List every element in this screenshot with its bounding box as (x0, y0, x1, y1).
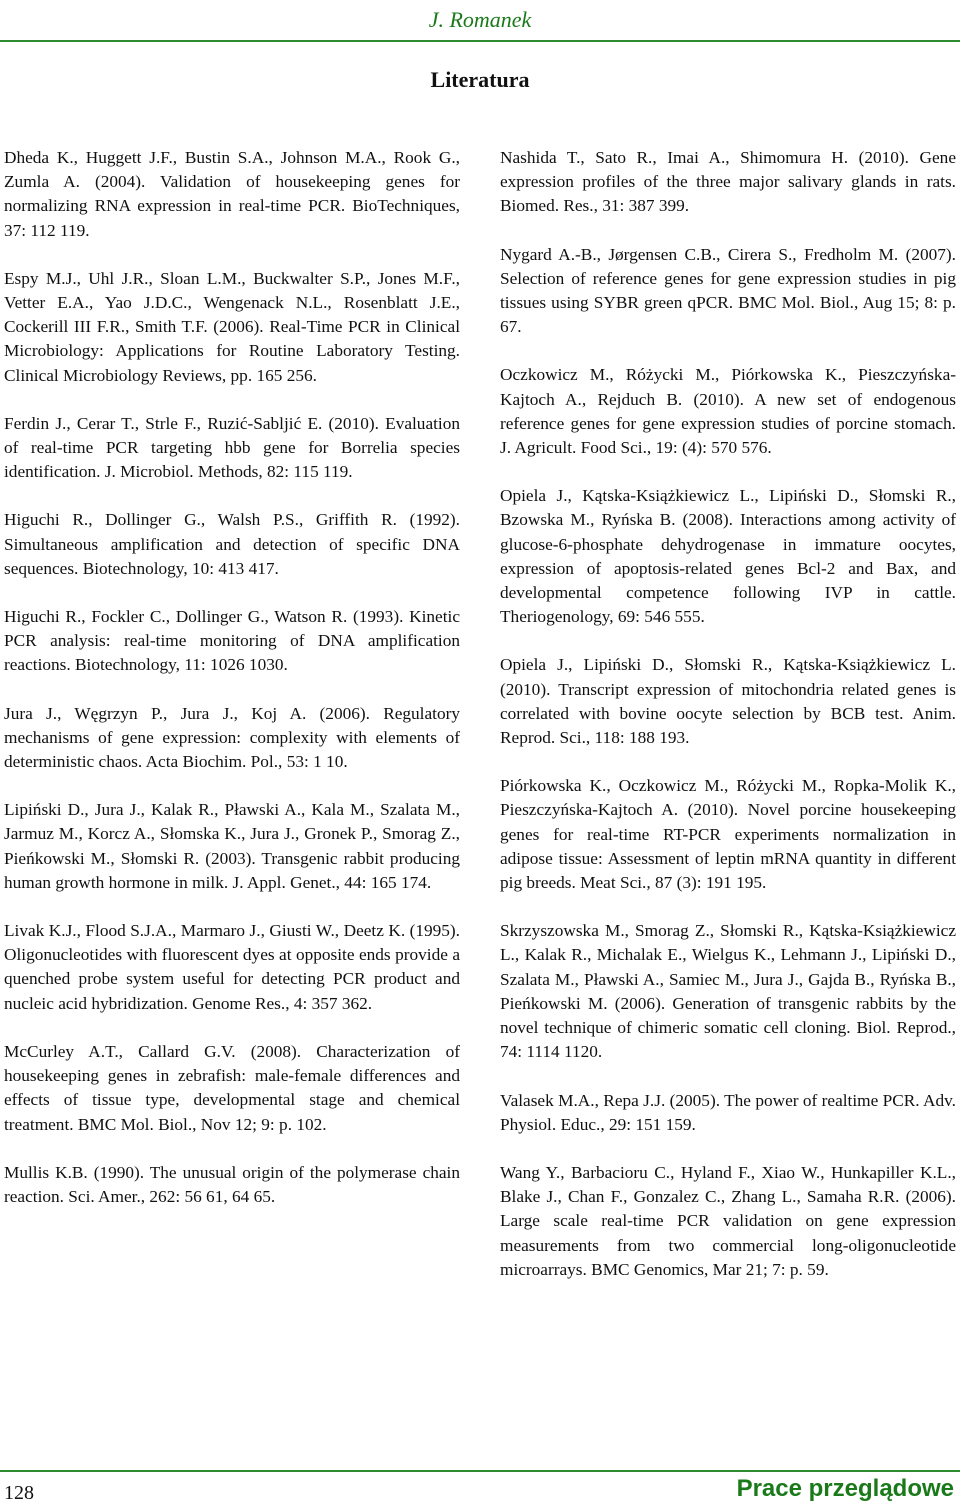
reference-entry: Higuchi R., Dollinger G., Walsh P.S., Griffith R. (1992). Simultaneous amplification and detection of specific DNA sequences. Biotechnology, 10: 413 417. (4, 510, 460, 578)
running-head: J. Romanek (428, 7, 532, 32)
reference-entry: Nashida T., Sato R., Imai A., Shimomura H. (2010). Gene expression profiles of the three major salivary glands in rats. Biomed. Res., 31: 387 399. (500, 148, 956, 216)
footer-section-label: Prace przeglądowe (736, 1475, 954, 1502)
reference-entry: Livak K.J., Flood S.J.A., Marmaro J., Giusti W., Deetz K. (1995). Oligonucleotides with fluorescent dyes at opposite ends provide a quenched probe system useful for detecting PCR product and nucleic acid hybridization. Genome Res., 4: 357 362. (4, 921, 460, 1013)
reference-entry: Nygard A.-B., Jørgensen C.B., Cirera S., Fredholm M. (2007). Selection of reference genes for gene expression studies in pig tissues using SYBR green qPCR. BMC Mol. Biol., Aug 15; 8: p. 67. (500, 244, 956, 337)
reference-entry: Jura J., Węgrzyn P., Jura J., Koj A. (2006). Regulatory mechanisms of gene expression: complexity with elements of deterministic chaos. Acta Biochim. Pol., 53: 1 10. (4, 703, 460, 772)
reference-column-left (4, 146, 460, 1233)
header-rule (0, 40, 960, 42)
reference-entry: Oczkowicz M., Różycki M., Piórkowska K., Pieszczyńska-Kajtoch A., Rejduch B. (2010). A new set of endogenous reference genes for gene expression studies of porcine stomach. J. Agricult. Food Sci., 19: (4): 570 576. (500, 365, 956, 458)
section-title: Literatura (430, 67, 530, 92)
reference-entry: Valasek M.A., Repa J.J. (2005). The power of realtime PCR. Adv. Physiol. Educ., 29: 151 159. (500, 1090, 956, 1134)
reference-entry: McCurley A.T., Callard G.V. (2008). Characterization of housekeeping genes in zebrafish: male-female differences and effects of tissue type, developmental stage and chemical treatment. BMC Mol. Biol., Nov 12; 9: p. 102. (4, 1041, 460, 1134)
footer-rule (0, 1470, 960, 1472)
reference-entry: Skrzyszowska M., Smorag Z., Słomski R., Kątska-Książkiewicz L., Kalak R., Michalak E., Wielgus K., Lehmann J., Lipiński D., Szalata M., Pławski A., Samiec M., Jura J., Gajda B., Ryńska B., Pieńkowski M. (2006). Generation of transgenic rabbits by the novel technique of chimeric somatic cell cloning. Biol. Reprod., 74: 1114 1120. (500, 921, 956, 1062)
reference-entry: Lipiński D., Jura J., Kalak R., Pławski A., Kala M., Szalata M., Jarmuz M., Korcz A., Słomska K., Jura J., Gronek P., Smorag Z., Pieńkowski M., Słomski R. (2003). Transgenic rabbit producing human growth hormone in milk. J. Appl. Genet., 44: 165 174. (4, 800, 460, 892)
reference-column-right (500, 146, 956, 1306)
reference-entry: Wang Y., Barbacioru C., Hyland F., Xiao W., Hunkapiller K.L., Blake J., Chan F., Gonzalez C., Zhang L., Samaha R.R. (2006). Large scale real-time PCR validation on gene expression measurements from two commercial long-oligonucleotide microarrays. BMC Genomics, Mar 21; 7: p. 59. (500, 1162, 956, 1279)
reference-entry: Higuchi R., Fockler C., Dollinger G., Watson R. (1993). Kinetic PCR analysis: real-time monitoring of DNA amplification reactions. Biotechnology, 11: 1026 1030. (4, 607, 460, 675)
reference-entry: Piórkowska K., Oczkowicz M., Różycki M., Ropka-Molik K., Pieszczyńska-Kajtoch A. (2010). Novel porcine housekeeping genes for real-time RT-PCR experiments normalization in adipose tissue: Assessment of leptin mRNA quantity in different pig breeds. Meat Sci., 87 (3): 191 195. (500, 776, 956, 893)
reference-entry: Dheda K., Huggett J.F., Bustin S.A., Johnson M.A., Rook G., Zumla A. (2004). Validation of housekeeping genes for normalizing RNA expression in real-time PCR. BioTechniques, 37: 112 119. (4, 148, 460, 240)
reference-entry: Opiela J., Lipiński D., Słomski R., Kątska-Książkiewicz L. (2010). Transcript expression of mitochondria related genes is correlated with bovine oocyte selection by BCB test. Anim. Reprod. Sci., 118: 188 193. (500, 655, 956, 748)
reference-entry: Opiela J., Kątska-Książkiewicz L., Lipiński D., Słomski R., Bzowska M., Ryńska B. (2008). Interactions among activity of glucose-6-phosphate dehydrogenase in immature oocytes, expression of apoptosis-related genes Bcl-2 and Bax, and developmental competence following IVP in cattle. Theriogenology, 69: 546 555. (500, 486, 956, 627)
reference-entry: Espy M.J., Uhl J.R., Sloan L.M., Buckwalter S.P., Jones M.F., Vetter E.A., Yao J.D.C., Wengenack N.L., Rosenblatt J.E., Cockerill III F.R., Smith T.F. (2006). Real-Time PCR in Clinical Microbiology: Applications for Routine Laboratory Testing. Clinical Microbiology Reviews, pp. 165 256. (4, 268, 460, 385)
reference-entry: Mullis K.B. (1990). The unusual origin of the polymerase chain reaction. Sci. Amer., 262: 56 61, 64 65. (4, 1162, 460, 1206)
page-number: 128 (4, 1482, 34, 1504)
reference-entry: Ferdin J., Cerar T., Strle F., Ruzić-Sabljić E. (2010). Evaluation of real-time PCR targeting hbb gene for Borrelia species identification. J. Microbiol. Methods, 82: 115 119. (4, 413, 460, 482)
